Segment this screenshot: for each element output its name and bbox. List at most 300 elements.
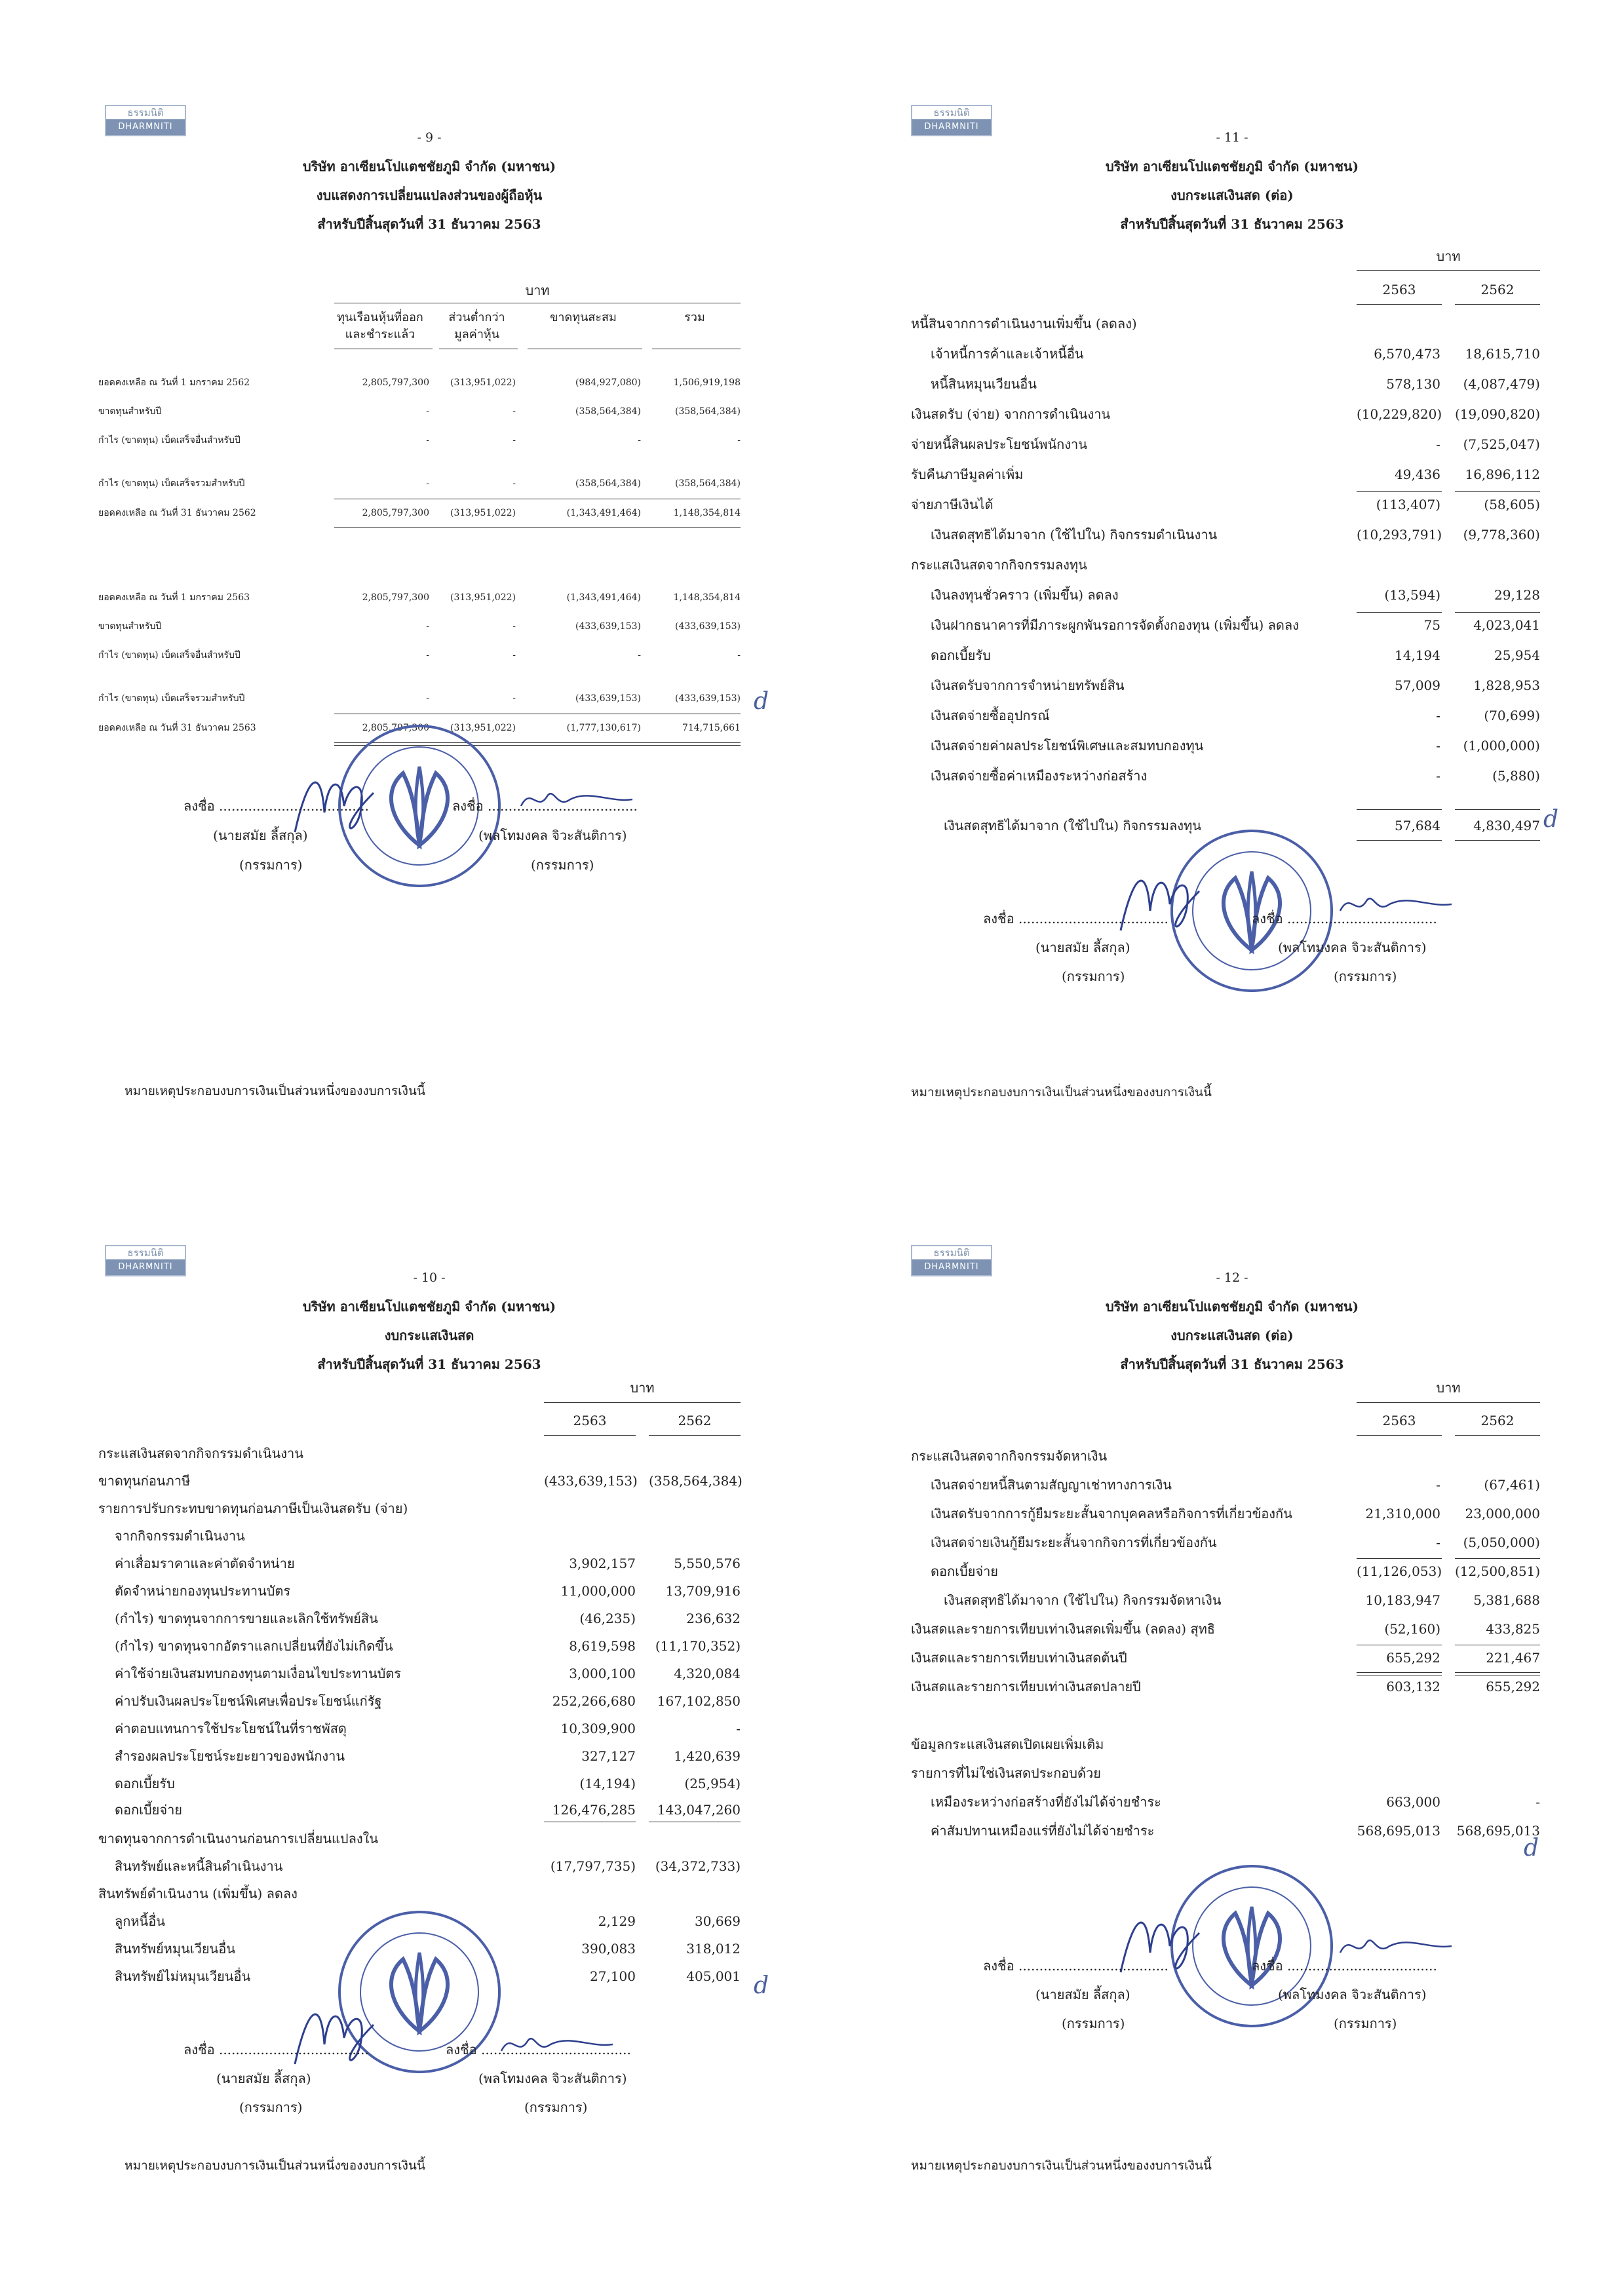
reviewer-tick-mark: d xyxy=(1543,806,1559,833)
cell: (433,639,153) xyxy=(575,621,641,632)
cell: 663,000 xyxy=(1386,1794,1440,1810)
reviewer-tick-mark: d xyxy=(754,688,769,715)
col-header-deficit xyxy=(524,309,642,326)
unit-underline xyxy=(1357,270,1540,271)
row-label: ค่าปรับเงินผลประโยชน์พิเศษเพื่อประโยชน์แก่รัฐ xyxy=(115,1693,382,1709)
cell: 5,550,576 xyxy=(674,1556,741,1571)
row-label: กำไร (ขาดทุน) เบ็ดเสร็จอื่นสำหรับปี xyxy=(98,435,241,446)
cell: 390,083 xyxy=(581,1941,636,1957)
cell: (19,090,820) xyxy=(1455,406,1541,422)
row-label: เงินสดสุทธิได้มาจาก (ใช้ไปใน) กิจกรรมลงทุน xyxy=(944,818,1201,833)
table-row xyxy=(904,1499,1547,1528)
table-row xyxy=(904,1759,1547,1788)
cell: 405,001 xyxy=(686,1968,741,1984)
table-row xyxy=(904,490,1547,519)
statement-title: งบกระแสเงินสด (ต่อ) xyxy=(1170,1328,1294,1343)
cell: - xyxy=(1436,708,1440,723)
cell: 5,381,688 xyxy=(1473,1592,1540,1608)
row-label: เงินสดและรายการเทียบเท่าเงินสดปลายปี xyxy=(911,1679,1141,1694)
sign-label-text: ลงชื่อ xyxy=(1252,911,1283,927)
cell: 327,127 xyxy=(581,1748,636,1764)
signer-name-left: (นายสมัย ลี้สกุล) xyxy=(1035,1987,1130,2002)
row-label: ยอดคงเหลือ ณ วันที่ 1 มกราคม 2562 xyxy=(98,377,250,388)
row-label: เงินสดจ่ายค่าผลประโยชน์พิเศษและสมทบกองทุน xyxy=(931,738,1204,754)
row-label: หนี้สินจากการดำเนินงานเพิ่มขึ้น (ลดลง) xyxy=(911,316,1137,332)
row-label: ตัดจำหน่ายกองทุนประทานบัตร xyxy=(115,1583,291,1599)
table-row xyxy=(98,1852,747,1881)
cell: 655,292 xyxy=(1486,1679,1540,1694)
table-row xyxy=(98,1824,747,1853)
year-header: 2563 xyxy=(573,1413,607,1428)
cell: - xyxy=(512,435,516,446)
header-underline xyxy=(1357,304,1442,305)
signer-role-right: (กรรมการ) xyxy=(1334,968,1397,984)
signer-name-right: (พลโทมงคล จิวะสันติการ) xyxy=(1278,940,1427,955)
row-label: ค่าใช้จ่ายเงินสมทบกองทุนตามเงื่อนไขประทานบัตร xyxy=(115,1666,402,1681)
logo-thai-text: ธรรมนิติ xyxy=(127,1247,164,1259)
cell: 568,695,013 xyxy=(1456,1823,1540,1839)
row-label: กระแสเงินสดจากกิจกรรมจัดหาเงิน xyxy=(911,1448,1108,1464)
cell: (4,087,479) xyxy=(1463,376,1540,392)
sign-label-text: ลงชื่อ xyxy=(983,911,1014,927)
table-row xyxy=(904,1672,1547,1701)
signer-role-right: (กรรมการ) xyxy=(531,857,594,873)
cell: - xyxy=(1436,436,1440,452)
cell: - xyxy=(736,1721,741,1736)
row-label: รายการที่ไม่ใช่เงินสดประกอบด้วย xyxy=(911,1765,1101,1781)
row-label: กระแสเงินสดจากกิจกรรมดำเนินงาน xyxy=(98,1445,303,1461)
total-rule xyxy=(1455,840,1540,841)
table-row xyxy=(904,1788,1547,1816)
cell: 14,194 xyxy=(1395,647,1440,663)
table-row xyxy=(98,499,747,527)
row-label: จ่ายภาษีเงินได้ xyxy=(911,497,994,512)
cell: - xyxy=(512,478,516,489)
col-header-line: รวม xyxy=(684,311,705,324)
signer-name-left: (นายสมัย ลี้สกุล) xyxy=(1035,940,1130,955)
row-label: กระแสเงินสดจากกิจกรรมลงทุน xyxy=(911,557,1087,573)
period-text: สำหรับปีสิ้นสุดวันที่ 31 ธันวาคม 2563 xyxy=(1120,1356,1344,1372)
col-header-line: มูลค่าหุ้น xyxy=(454,328,500,341)
year-header: 2563 xyxy=(1382,1413,1416,1428)
row-label: สำรองผลประโยชน์ระยะยาวของพนักงาน xyxy=(115,1748,345,1764)
cell: (10,229,820) xyxy=(1357,406,1442,422)
table-row xyxy=(904,581,1547,609)
cell: 57,009 xyxy=(1395,678,1440,693)
cell: 23,000,000 xyxy=(1465,1506,1540,1521)
cell: 221,467 xyxy=(1486,1650,1540,1666)
row-label: เงินสดรับ (จ่าย) จากการดำเนินงาน xyxy=(911,406,1111,422)
cell: (17,797,735) xyxy=(550,1858,636,1874)
table-row xyxy=(904,309,1547,338)
table-row xyxy=(904,520,1547,549)
cell: (1,777,130,617) xyxy=(566,723,641,733)
row-label: ขาดทุนก่อนภาษี xyxy=(98,1473,191,1489)
row-label: เงินสดสุทธิได้มาจาก (ใช้ไปใน) กิจกรรมดำเนินงาน xyxy=(931,527,1218,543)
cell: 126,476,285 xyxy=(552,1802,636,1818)
cell: - xyxy=(512,693,516,704)
col-header-share-capital xyxy=(331,309,429,343)
row-label: ดอกเบี้ยรับ xyxy=(115,1776,175,1791)
row-label: เงินสดรับจากการกู้ยืมระยะสั้นจากบุคคลหรือกิจการที่เกี่ยวข้องกัน xyxy=(931,1506,1292,1521)
cell: 1,828,953 xyxy=(1473,678,1540,693)
unit-underline xyxy=(544,1402,741,1403)
cell: - xyxy=(638,650,641,660)
cell: 252,266,680 xyxy=(552,1693,636,1709)
row-label: สินทรัพย์ไม่หมุนเวียนอื่น xyxy=(115,1968,251,1984)
cell: - xyxy=(638,435,641,446)
cell: - xyxy=(426,406,429,417)
cell: - xyxy=(1436,768,1440,784)
row-label: ค่าสัมปทานเหมืองแร่ที่ยังไม่ได้จ่ายชำระ xyxy=(931,1823,1155,1839)
header-underline xyxy=(1455,1435,1540,1436)
statement-title: งบกระแสเงินสด xyxy=(384,1328,474,1343)
cell: 75 xyxy=(1423,617,1440,633)
row-label: หนี้สินหมุนเวียนอื่น xyxy=(931,376,1037,392)
footnote: หมายเหตุประกอบงบการเงินเป็นส่วนหนึ่งของงบการเงินนี้ xyxy=(125,1084,425,1098)
cell: 2,805,797,300 xyxy=(362,723,429,733)
row-label: เหมืองระหว่างก่อสร้างที่ยังไม่ได้จ่ายชำระ xyxy=(931,1794,1161,1810)
cell: - xyxy=(737,435,741,446)
reviewer-tick-mark: d xyxy=(1524,1835,1539,1862)
cell: (358,564,384) xyxy=(675,406,741,417)
row-label: จ่ายหนี้สินผลประโยชน์พนักงาน xyxy=(911,436,1087,452)
cell: 2,805,797,300 xyxy=(362,592,429,603)
cell: 10,309,900 xyxy=(560,1721,636,1736)
logo-thai-text: ธรรมนิติ xyxy=(933,107,970,119)
cell: 655,292 xyxy=(1386,1650,1440,1666)
cell: 1,148,354,814 xyxy=(673,508,741,518)
year-header: 2562 xyxy=(1480,282,1515,297)
cell: - xyxy=(1535,1794,1540,1810)
logo-en-text: DHARMNITI xyxy=(106,1259,185,1275)
sign-label-right: ลงชื่อ .................................... xyxy=(1252,1958,1437,1974)
row-label: สินทรัพย์ดำเนินงาน (เพิ่มขึ้น) ลดลง xyxy=(98,1886,298,1902)
table-row xyxy=(98,1742,747,1770)
unit-label: บาท xyxy=(630,1380,655,1396)
table-row xyxy=(98,612,747,641)
table-row xyxy=(904,370,1547,398)
signer-name-left: (นายสมัย ลี้สกุล) xyxy=(216,2071,311,2086)
row-label: สินทรัพย์และหนี้สินดำเนินงาน xyxy=(115,1858,283,1874)
row-label: กำไร (ขาดทุน) เบ็ดเสร็จอื่นสำหรับปี xyxy=(98,650,241,660)
table-row xyxy=(904,731,1547,760)
row-label: ดอกเบี้ยจ่าย xyxy=(931,1563,999,1579)
cell: 3,902,157 xyxy=(569,1556,636,1571)
year-header: 2562 xyxy=(1480,1413,1515,1428)
reviewer-tick-mark: d xyxy=(754,1972,769,1999)
cell: - xyxy=(426,621,429,632)
page-header xyxy=(98,1263,760,1379)
cell: (25,954) xyxy=(684,1776,741,1791)
table-row xyxy=(904,611,1547,640)
table-row xyxy=(98,1714,747,1743)
page-number: - 10 - xyxy=(413,1271,446,1285)
table-row xyxy=(904,1643,1547,1672)
sign-label-left: ลงชื่อ .................................... xyxy=(983,1958,1168,1974)
cell: - xyxy=(512,406,516,417)
cell: 25,954 xyxy=(1494,647,1540,663)
table-row xyxy=(98,1795,747,1824)
cell: - xyxy=(426,650,429,660)
table-row xyxy=(98,1439,747,1468)
table-row xyxy=(904,1442,1547,1470)
table-row xyxy=(904,1615,1547,1643)
company-name: บริษัท อาเซียนโปแตชชัยภูมิ จำกัด (มหาชน) xyxy=(1105,159,1359,174)
row-label: ยอดคงเหลือ ณ วันที่ 31 ธันวาคม 2563 xyxy=(98,723,256,733)
table-row xyxy=(98,1659,747,1688)
table-row xyxy=(904,550,1547,579)
cell: - xyxy=(512,650,516,660)
signer-role-left: (กรรมการ) xyxy=(1062,2016,1125,2031)
sign-label-right: ลงชื่อ .................................... xyxy=(1252,911,1437,927)
cell: (433,639,153) xyxy=(575,693,641,704)
row-label: ข้อมูลกระแสเงินสดเปิดเผยเพิ่มเติม xyxy=(911,1736,1104,1752)
cell: (313,951,022) xyxy=(450,377,516,388)
table-row xyxy=(904,400,1547,429)
row-label: เงินสดรับจากการจำหน่ายทรัพย์สิน xyxy=(931,678,1125,693)
period-text: สำหรับปีสิ้นสุดวันที่ 31 ธันวาคม 2563 xyxy=(317,216,541,232)
cell: 6,570,473 xyxy=(1374,346,1440,362)
table-row xyxy=(98,1879,747,1908)
col-header-line: ส่วนต่ำกว่า xyxy=(448,311,505,324)
company-name: บริษัท อาเซียนโปแตชชัยภูมิ จำกัด (มหาชน) xyxy=(302,1299,556,1314)
statement-page-11 xyxy=(904,105,1560,1153)
statement-title: งบแสดงการเปลี่ยนแปลงส่วนของผู้ถือหุ้น xyxy=(316,187,543,203)
cell: (113,407) xyxy=(1376,497,1440,512)
table-row xyxy=(98,1769,747,1798)
col-header-line: และชำระแล้ว xyxy=(345,328,415,341)
row-label: เงินลงทุนชั่วคราว (เพิ่มขึ้น) ลดลง xyxy=(931,587,1119,603)
sign-label-text: ลงชื่อ xyxy=(983,1958,1014,1974)
signer-name-right: (พลโทมงคล จิวะสันติการ) xyxy=(478,828,627,843)
row-label: กำไร (ขาดทุน) เบ็ดเสร็จรวมสำหรับปี xyxy=(98,478,245,489)
signer-role-left: (กรรมการ) xyxy=(1062,968,1125,984)
cell: (433,639,153) xyxy=(544,1473,638,1489)
cell: - xyxy=(512,621,516,632)
logo-thai-text: ธรรมนิติ xyxy=(933,1247,970,1259)
cell: 4,830,497 xyxy=(1473,818,1540,833)
sign-label-text: ลงชื่อ xyxy=(1252,1958,1283,1974)
row-label: เงินสดและรายการเทียบเท่าเงินสดเพิ่มขึ้น (ลดลง) สุทธิ xyxy=(911,1621,1216,1637)
cell: (11,126,053) xyxy=(1357,1563,1442,1579)
table-row xyxy=(904,1470,1547,1499)
table-row xyxy=(98,1632,747,1660)
table-row xyxy=(904,1816,1547,1845)
cell: (358,564,384) xyxy=(675,478,741,489)
table-row xyxy=(98,583,747,612)
row-label: (กำไร) ขาดทุนจากการขายและเลิกใช้ทรัพย์สิน xyxy=(115,1611,378,1626)
year-header: 2562 xyxy=(678,1413,712,1428)
cell: 236,632 xyxy=(686,1611,741,1626)
cell: (433,639,153) xyxy=(675,621,741,632)
statement-page-10 xyxy=(98,1245,769,2182)
logo-en-text: DHARMNITI xyxy=(912,119,991,135)
logo-en-text: DHARMNITI xyxy=(912,1259,991,1275)
table-row xyxy=(98,641,747,670)
row-label: เงินฝากธนาคารที่มีภาระผูกพันรอการจัดตั้งกองทุน (เพิ่มขึ้น) ลดลง xyxy=(931,617,1299,633)
row-label: ขาดทุนสำหรับปี xyxy=(98,621,162,632)
cell: 49,436 xyxy=(1395,467,1440,482)
table-row xyxy=(98,1466,747,1495)
row-label: เจ้าหนี้การค้าและเจ้าหนี้อื่น xyxy=(931,346,1084,362)
cell: (358,564,384) xyxy=(575,478,641,489)
sign-label-text: ลงชื่อ xyxy=(183,798,215,814)
row-label: ดอกเบี้ยรับ xyxy=(931,647,991,663)
cell: 4,023,041 xyxy=(1473,617,1540,633)
table-row xyxy=(98,1577,747,1605)
cell: 2,805,797,300 xyxy=(362,508,429,518)
cell: (67,461) xyxy=(1484,1477,1540,1493)
row-label: ขาดทุนสำหรับปี xyxy=(98,406,162,417)
table-row xyxy=(904,641,1547,670)
signer-role-left: (กรรมการ) xyxy=(239,857,303,873)
row-label: สินทรัพย์หมุนเวียนอื่น xyxy=(115,1941,235,1957)
header-underline xyxy=(1357,1435,1442,1436)
sign-label-right: ลงชื่อ .................................... xyxy=(446,2042,631,2057)
cell: 30,669 xyxy=(695,1913,741,1929)
table-row xyxy=(904,339,1547,368)
row-label: เงินสดจ่ายหนี้สินตามสัญญาเช่าทางการเงิน xyxy=(931,1477,1172,1493)
page-header xyxy=(904,1263,1560,1379)
signer-role-left: (กรรมการ) xyxy=(239,2099,303,2115)
row-label: ค่าเสื่อมราคาและค่าตัดจำหน่าย xyxy=(115,1556,295,1571)
unit-label: บาท xyxy=(1436,1380,1461,1396)
cell: (13,594) xyxy=(1384,587,1440,603)
sign-label-left: ลงชื่อ .................................... xyxy=(183,798,369,814)
row-label: รับคืนภาษีมูลค่าเพิ่ม xyxy=(911,467,1024,482)
statement-page-9 xyxy=(98,105,769,1153)
total-rule xyxy=(334,527,741,528)
cell: (313,951,022) xyxy=(450,508,516,518)
cell: 1,148,354,814 xyxy=(673,592,741,603)
footnote: หมายเหตุประกอบงบการเงินเป็นส่วนหนึ่งของงบการเงินนี้ xyxy=(911,1085,1212,1100)
company-name: บริษัท อาเซียนโปแตชชัยภูมิ จำกัด (มหาชน) xyxy=(1105,1299,1359,1314)
cell: 27,100 xyxy=(590,1968,636,1984)
page-number: - 11 - xyxy=(1216,130,1248,145)
table-row xyxy=(98,368,747,397)
row-label: ยอดคงเหลือ ณ วันที่ 31 ธันวาคม 2562 xyxy=(98,508,256,518)
unit-label: บาท xyxy=(1436,248,1461,264)
cell: (34,372,733) xyxy=(655,1858,741,1874)
cell: (11,170,352) xyxy=(655,1638,741,1654)
table-row xyxy=(98,469,747,498)
row-label: กำไร (ขาดทุน) เบ็ดเสร็จรวมสำหรับปี xyxy=(98,693,245,704)
cell: - xyxy=(1436,1477,1440,1493)
cell: 4,320,084 xyxy=(674,1666,741,1681)
cell: 714,715,661 xyxy=(682,723,741,733)
cell: 603,132 xyxy=(1386,1679,1440,1694)
table-row xyxy=(98,1521,747,1550)
sign-label-text: ลงชื่อ xyxy=(452,798,484,814)
cell: 167,102,850 xyxy=(657,1693,741,1709)
row-label: ยอดคงเหลือ ณ วันที่ 1 มกราคม 2563 xyxy=(98,592,250,603)
header-underline xyxy=(544,1435,636,1436)
table-row xyxy=(98,1494,747,1523)
cell: 16,896,112 xyxy=(1465,467,1540,482)
sign-label-left: ลงชื่อ .................................... xyxy=(183,2042,369,2057)
period-text: สำหรับปีสิ้นสุดวันที่ 31 ธันวาคม 2563 xyxy=(1120,216,1344,232)
signer-role-right: (กรรมการ) xyxy=(524,2099,588,2115)
sign-label-left: ลงชื่อ .................................... xyxy=(983,911,1168,927)
footnote: หมายเหตุประกอบงบการเงินเป็นส่วนหนึ่งของงบการเงินนี้ xyxy=(911,2158,1212,2173)
cell: 1,506,919,198 xyxy=(673,377,741,388)
cell: (12,500,851) xyxy=(1455,1563,1541,1579)
cell: (70,699) xyxy=(1484,708,1540,723)
cell: 29,128 xyxy=(1494,587,1540,603)
page-number: - 9 - xyxy=(417,130,442,145)
cell: 10,183,947 xyxy=(1365,1592,1440,1608)
table-row xyxy=(904,671,1547,700)
cell: (58,605) xyxy=(1484,497,1540,512)
cell: 143,047,260 xyxy=(657,1802,741,1818)
table-row xyxy=(98,684,747,713)
row-label: ลูกหนี้อื่น xyxy=(115,1913,165,1929)
cell: - xyxy=(426,693,429,704)
cell: 568,695,013 xyxy=(1357,1823,1440,1839)
cell: 578,130 xyxy=(1386,376,1440,392)
row-label: เงินสดจ่ายซื้อค่าเหมืองระหว่างก่อสร้าง xyxy=(931,768,1148,784)
unit-label: บาท xyxy=(525,282,550,298)
cell: (52,160) xyxy=(1384,1621,1440,1637)
col-header-total xyxy=(649,309,741,326)
cell: 318,012 xyxy=(686,1941,741,1957)
row-label: จากกิจกรรมดำเนินงาน xyxy=(115,1528,245,1544)
signer-name-left: (นายสมัย ลี้สกุล) xyxy=(213,828,308,843)
page-number: - 12 - xyxy=(1216,1271,1248,1285)
cell: - xyxy=(426,478,429,489)
cell: 2,129 xyxy=(598,1913,636,1929)
cell: 11,000,000 xyxy=(560,1583,636,1599)
cell: - xyxy=(737,650,741,660)
row-label: ดอกเบี้ยจ่าย xyxy=(115,1802,183,1818)
cell: - xyxy=(1436,1535,1440,1550)
cell: (1,343,491,464) xyxy=(566,508,641,518)
col-header-discount xyxy=(436,309,518,343)
col-header-line: ทุนเรือนหุ้นที่ออก xyxy=(337,311,423,324)
cell: 3,000,100 xyxy=(569,1666,636,1681)
sign-label-text: ลงชื่อ xyxy=(446,2042,477,2057)
logo-thai-text: ธรรมนิติ xyxy=(127,107,164,119)
cell: 433,825 xyxy=(1486,1621,1540,1637)
signature-left-icon xyxy=(288,1985,380,2077)
table-row xyxy=(904,1586,1547,1615)
cell: (14,194) xyxy=(579,1776,636,1791)
cell: (358,564,384) xyxy=(575,406,641,417)
sign-label-text: ลงชื่อ xyxy=(183,2042,215,2057)
table-row xyxy=(98,426,747,455)
sign-label-right: ลงชื่อ .................................... xyxy=(452,798,638,814)
cell: (7,525,047) xyxy=(1463,436,1540,452)
statement-page-12 xyxy=(904,1245,1560,2182)
row-label: รายการปรับกระทบขาดทุนก่อนภาษีเป็นเงินสดรับ (จ่าย) xyxy=(98,1501,408,1516)
page-header xyxy=(904,123,1560,239)
table-row xyxy=(98,1604,747,1633)
cell: (313,951,022) xyxy=(450,723,516,733)
unit-underline xyxy=(1357,1402,1540,1403)
row-label: ขาดทุนจากการดำเนินงานก่อนการเปลี่ยนแปลงใน xyxy=(98,1831,379,1846)
company-name: บริษัท อาเซียนโปแตชชัยภูมิ จำกัด (มหาชน) xyxy=(302,159,556,174)
row-label: เงินสดและรายการเทียบเท่าเงินสดต้นปี xyxy=(911,1650,1127,1666)
cell: (10,293,791) xyxy=(1357,527,1442,543)
cell: (984,927,080) xyxy=(575,377,641,388)
total-rule xyxy=(1357,809,1442,810)
cell: (1,000,000) xyxy=(1463,738,1540,754)
cell: - xyxy=(426,435,429,446)
cell: (358,564,384) xyxy=(649,1473,743,1489)
cell: (5,050,000) xyxy=(1463,1535,1540,1550)
signer-name-right: (พลโทมงคล จิวะสันติการ) xyxy=(478,2071,627,2086)
